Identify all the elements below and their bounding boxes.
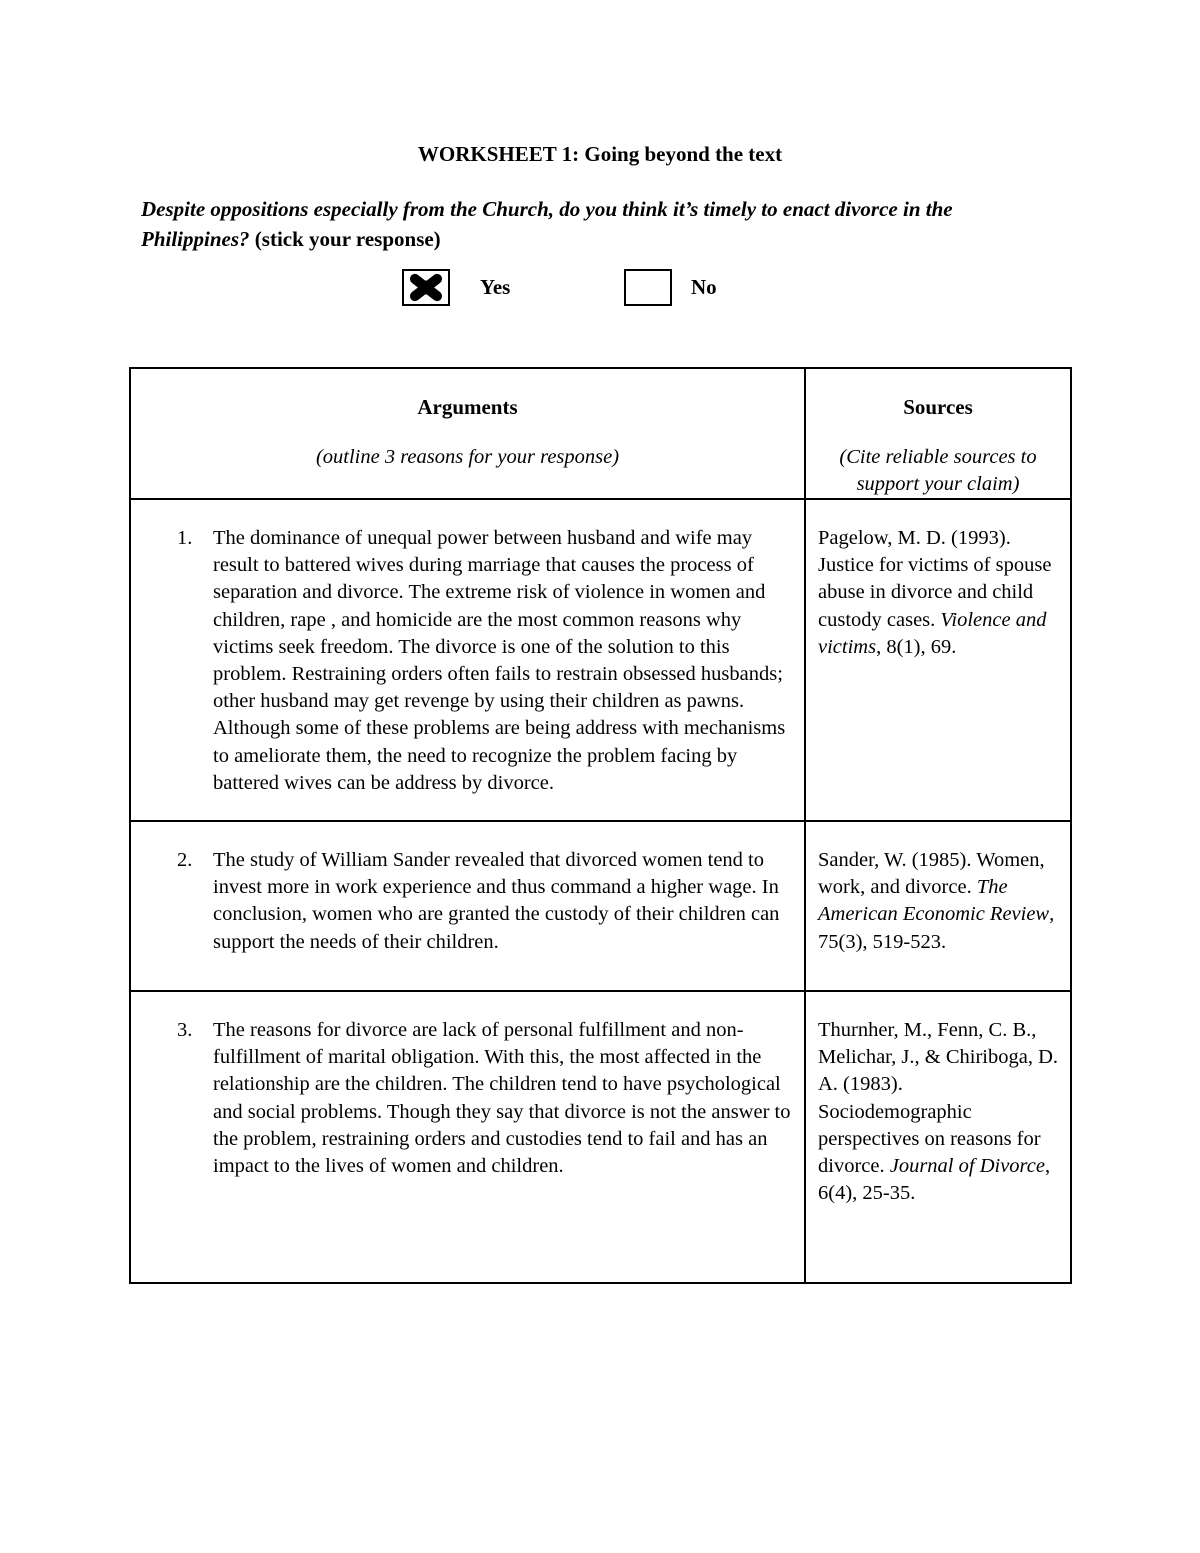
argument-number: 1.	[177, 527, 193, 549]
table-header-row	[130, 368, 1071, 499]
no-label: No	[691, 275, 717, 299]
argument-number: 3.	[177, 1019, 193, 1041]
source-journal: Journal of Divorce	[889, 1155, 1045, 1178]
argument-text: The study of William Sander revealed that divorced women tend to invest more in work experience and thus command a higher wage. In conclusion, women who are granted the custody of their children can support the needs of their children.	[213, 849, 780, 953]
no-checkbox[interactable]	[624, 269, 672, 306]
cross-mark-icon	[404, 271, 448, 304]
question-instruction: (stick your response)	[254, 227, 441, 251]
source-journal: Violence and victims	[818, 608, 1047, 658]
worksheet-title: WORKSHEET 1: Going beyond the text	[417, 142, 783, 166]
question-prompt: Despite oppositions especially from the Church, do you think it’s timely to enact divorce in the Philippines?	[141, 197, 953, 251]
argument-text: The dominance of unequal power between husband and wife may result to battered wives during marriage that causes the process of separation and divorce. The extreme risk of violence in women and children, rape , and homicide are the most common reasons why victims seek freedom. The divorce is one of the solution to this problem. Restraining orders often fails to restrain obsessed husbands; other husband may get revenge by using their children as pawns. Although some of these problems are being address with mechanisms to ameliorate them, the need to recognize the problem facing by battered wives can be address by divorce.	[213, 527, 786, 794]
sources-header	[805, 368, 1071, 499]
source-volume: , 75(3), 519-523.	[818, 903, 1055, 953]
argument-number: 2.	[177, 849, 193, 871]
argument-cell	[130, 991, 805, 1283]
source-text: Thurnher, M., Fenn, C. B., Melichar, J., & Chiriboga, D. A. (1983). Sociodemographic perspectives on reasons for divorce.	[818, 1019, 1059, 1178]
table-row	[130, 821, 1071, 991]
yes-label: Yes	[480, 275, 511, 299]
argument-text: The reasons for divorce are lack of personal fulfillment and non-fulfillment of marital obligation. With this, the most affected in the relationship are the children. The children tend to have psychological and social problems. Though they say that divorce is not the answer to the problem, restraining orders and custodies tend to fail and has an impact to the lives of women and children.	[213, 1019, 791, 1178]
question-text	[141, 194, 1061, 254]
yes-checkbox[interactable]	[402, 269, 450, 306]
source-volume: , 8(1), 69.	[876, 635, 957, 658]
sources-header-title: Sources	[903, 395, 973, 419]
source-journal: The American Economic Review	[818, 876, 1050, 926]
arguments-header-title: Arguments	[417, 395, 518, 419]
table-row	[130, 991, 1071, 1283]
source-cell	[805, 499, 1071, 821]
source-text: Sander, W. (1985). Women, work, and divorce.	[818, 849, 1045, 899]
arguments-header-sub: (outline 3 reasons for your response)	[315, 446, 620, 468]
table-row	[130, 499, 1071, 821]
arguments-table	[129, 367, 1072, 1284]
arguments-header	[130, 368, 805, 499]
source-volume: , 6(4), 25-35.	[818, 1155, 1051, 1205]
source-text: Pagelow, M. D. (1993). Justice for victims of spouse abuse in divorce and child custody cases.	[818, 527, 1052, 631]
argument-cell	[130, 499, 805, 821]
sources-header-sub: (Cite reliable sources to support your claim)	[839, 446, 1037, 495]
argument-cell	[130, 821, 805, 991]
source-cell	[805, 991, 1071, 1283]
source-cell	[805, 821, 1071, 991]
